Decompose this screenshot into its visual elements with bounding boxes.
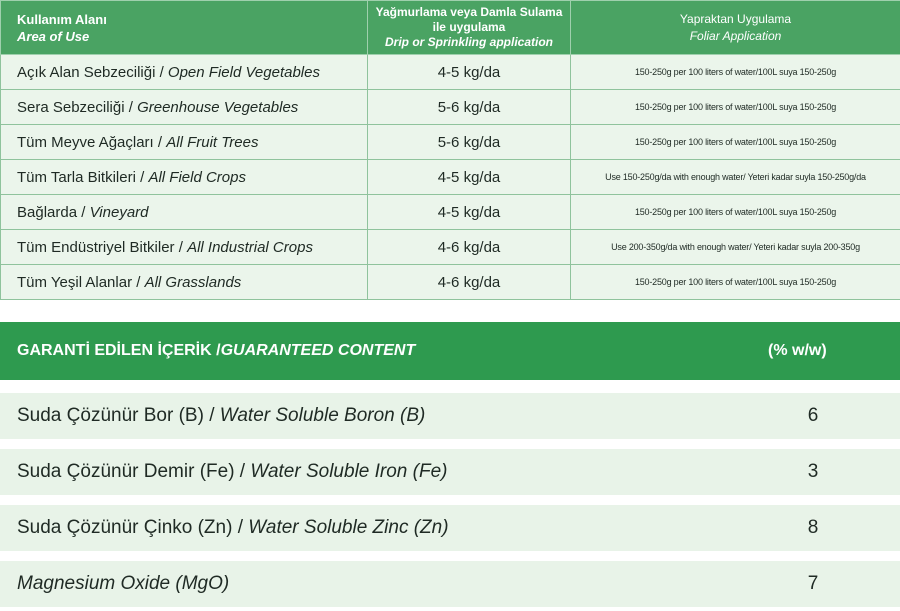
table-row — [1, 125, 900, 160]
area-tr: Tüm Endüstriyel Bitkiler / — [17, 238, 183, 256]
table-row — [1, 55, 900, 90]
usage-table — [0, 0, 900, 300]
area-of-use-header — [1, 1, 368, 55]
content-name-tr: Suda Çözünür Çinko (Zn) / — [17, 517, 243, 538]
foliar-header-en: Foliar Application — [689, 28, 782, 43]
drip-rate-cell: 5-6 kg/da — [368, 90, 571, 125]
usage-table-header-row — [1, 1, 900, 55]
area-cell — [1, 125, 368, 160]
table-row — [1, 230, 900, 265]
content-row — [0, 505, 900, 551]
area-en: All Fruit Trees — [166, 133, 259, 151]
area-cell — [1, 90, 368, 125]
drip-application-header — [368, 1, 571, 55]
area-cell — [1, 55, 368, 90]
guaranteed-content-header — [0, 322, 900, 380]
drip-header-en: Drip or Sprinkling application — [384, 35, 553, 49]
content-name-en: Water Soluble Iron (Fe) — [250, 461, 448, 482]
table-row — [1, 160, 900, 195]
area-en: All Industrial Crops — [187, 238, 313, 256]
drip-header-tr: Yağmurlama veya Damla Sulama ile uygulama — [375, 5, 563, 34]
content-name-tr: Suda Çözünür Demir (Fe) / — [17, 461, 246, 482]
foliar-rate-cell: 150-250g per 100 liters of water/100L suya 150-250g — [571, 265, 900, 300]
guaranteed-content-title — [17, 322, 415, 380]
content-name-en: Water Soluble Zinc (Zn) — [248, 517, 449, 538]
content-name — [17, 393, 425, 439]
content-name — [17, 449, 447, 495]
foliar-rate-cell: 150-250g per 100 liters of water/100L suya 150-250g — [571, 125, 900, 160]
content-value: 6 — [807, 405, 819, 426]
content-value: 8 — [807, 517, 819, 538]
area-tr: Tüm Meyve Ağaçları / — [17, 133, 163, 151]
area-en: All Field Crops — [148, 168, 246, 186]
content-value: 3 — [807, 461, 819, 482]
content-name — [17, 561, 229, 607]
content-row — [0, 393, 900, 439]
content-name-tr: Suda Çözünür Bor (B) / — [17, 405, 215, 426]
foliar-rate-cell: 150-250g per 100 liters of water/100L suya 150-250g — [571, 55, 900, 90]
drip-rate-cell: 5-6 kg/da — [368, 125, 571, 160]
content-value: 7 — [807, 573, 819, 594]
area-cell — [1, 195, 368, 230]
table-row — [1, 265, 900, 300]
drip-rate-cell: 4-6 kg/da — [368, 265, 571, 300]
foliar-application-header — [571, 1, 900, 55]
guaranteed-title-tr: GARANTİ EDİLEN İÇERİK / — [17, 342, 221, 359]
foliar-rate-cell: Use 150-250g/da with enough water/ Yeteri kadar suyla 150-250g/da — [571, 160, 900, 195]
area-cell — [1, 160, 368, 195]
foliar-rate-cell: Use 200-350g/da with enough water/ Yeteri kadar suyla 200-350g — [571, 230, 900, 265]
table-row — [1, 195, 900, 230]
area-tr: Bağlarda / — [17, 203, 86, 221]
drip-rate-cell: 4-5 kg/da — [368, 55, 571, 90]
content-name-en: Water Soluble Boron (B) — [219, 405, 426, 426]
area-cell — [1, 230, 368, 265]
area-en: Open Field Vegetables — [167, 63, 320, 81]
area-tr: Tüm Yeşil Alanlar / — [17, 273, 141, 291]
area-en: Greenhouse Vegetables — [137, 98, 299, 116]
content-row — [0, 449, 900, 495]
guaranteed-title-en: GUARANTEED CONTENT — [220, 342, 416, 359]
foliar-rate-cell: 150-250g per 100 liters of water/100L suya 150-250g — [571, 195, 900, 230]
drip-rate-cell: 4-5 kg/da — [368, 160, 571, 195]
content-row — [0, 561, 900, 607]
area-tr: Sera Sebzeciliği / — [17, 98, 133, 116]
area-tr: Açık Alan Sebzeciliği / — [17, 63, 164, 81]
drip-rate-cell: 4-5 kg/da — [368, 195, 571, 230]
drip-rate-cell: 4-6 kg/da — [368, 230, 571, 265]
area-en: All Grasslands — [144, 273, 242, 291]
table-row — [1, 90, 900, 125]
area-header-en: Area of Use — [17, 28, 90, 44]
area-tr: Tüm Tarla Bitkileri / — [17, 168, 145, 186]
area-en: Vineyard — [89, 203, 149, 221]
area-header-tr: Kullanım Alanı — [17, 11, 107, 27]
foliar-rate-cell: 150-250g per 100 liters of water/100L suya 150-250g — [571, 90, 900, 125]
unit-label: (% w/w) — [768, 342, 827, 359]
area-cell — [1, 265, 368, 300]
content-name-en: Magnesium Oxide (MgO) — [17, 573, 230, 594]
content-name — [17, 505, 449, 551]
foliar-header-tr: Yapraktan Uygulama — [679, 11, 792, 26]
